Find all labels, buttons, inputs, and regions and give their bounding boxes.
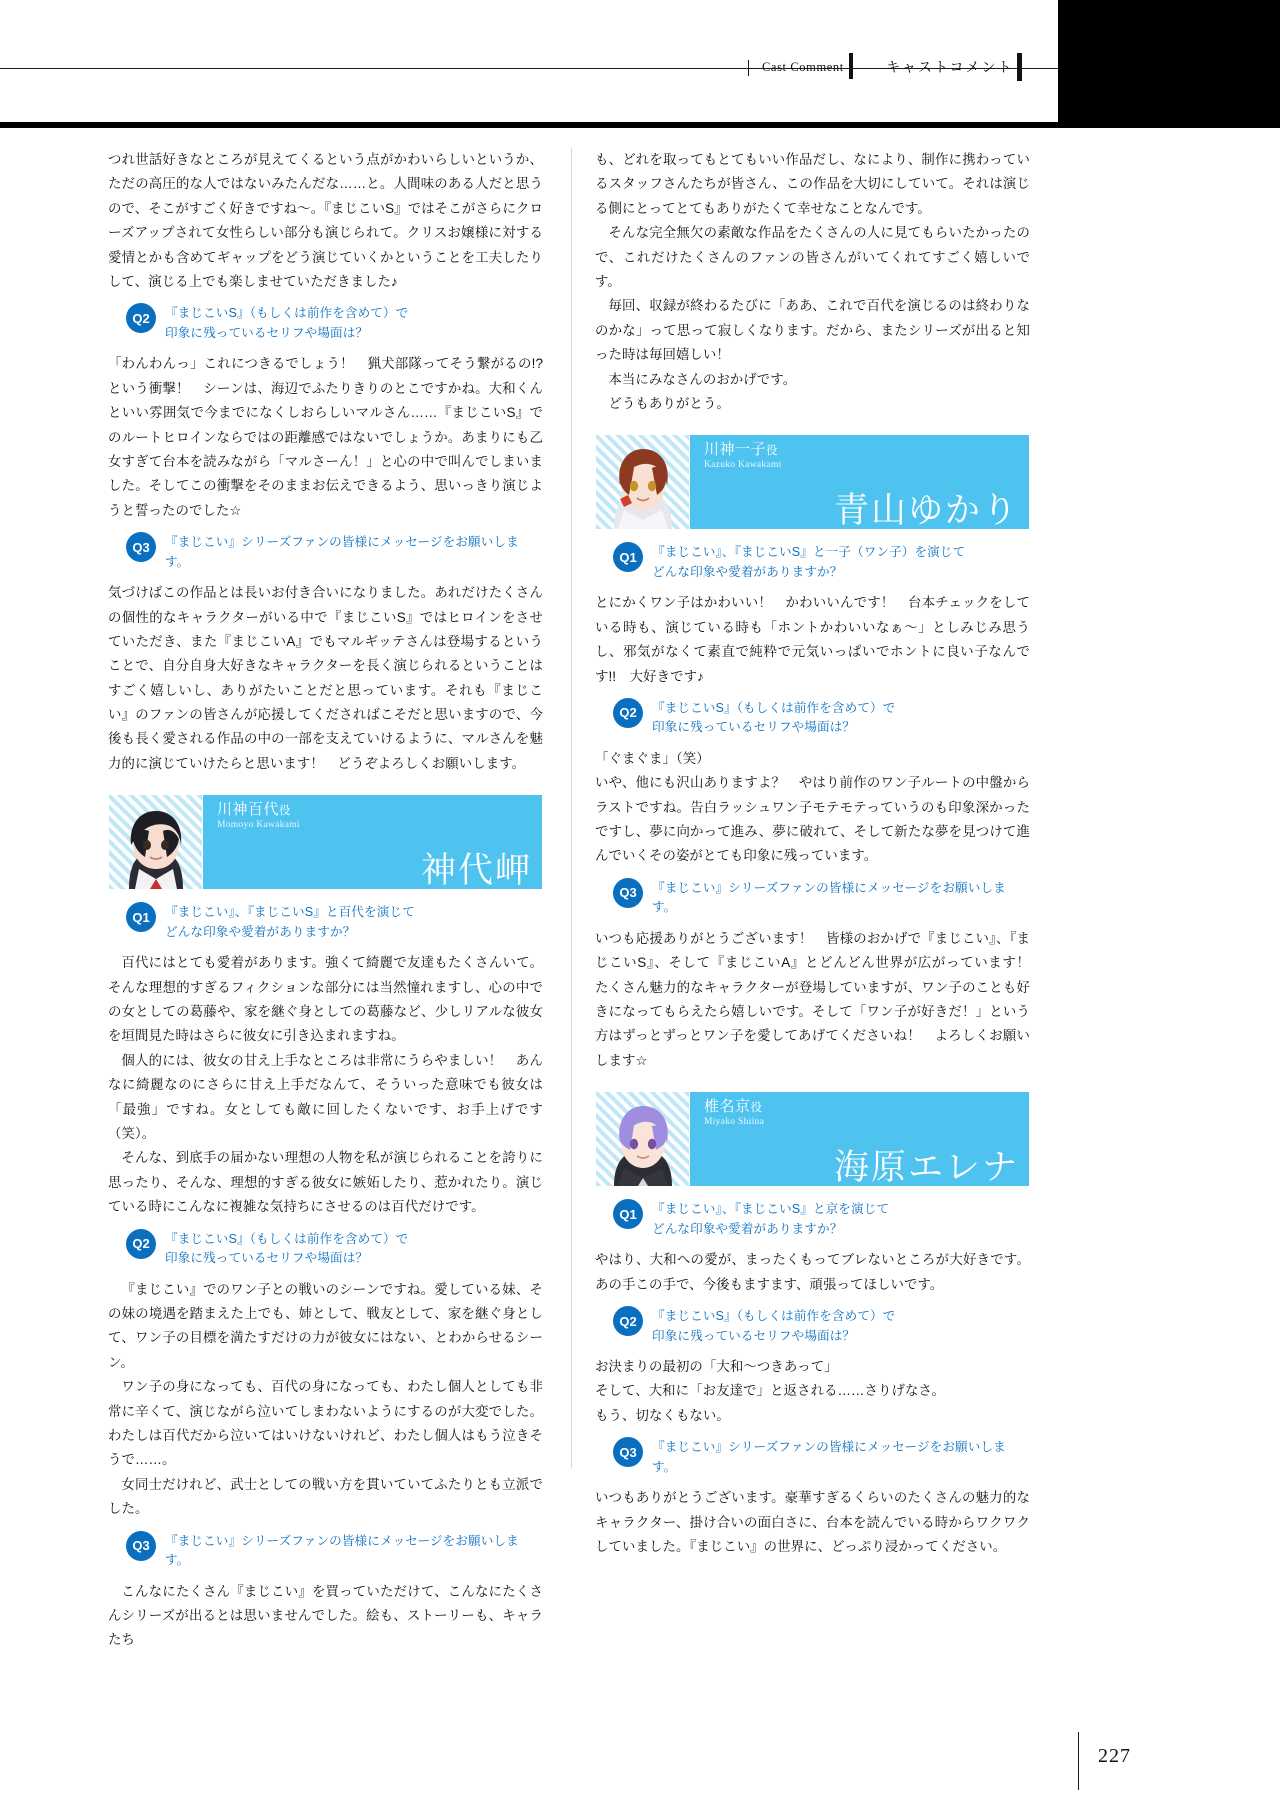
question-line-1: 『まじこい』、『まじこいS』と京を演じて [652,1202,890,1217]
cast-role-name: 川神百代 [217,801,280,819]
paragraph: 「ぐまぐま」（笑） [595,750,710,766]
cast-role-romaji: Kazuko Kawakami [704,460,782,471]
question-block-q3 [595,1437,1030,1477]
paragraph: 個人的には、彼女の甘え上手なところは非常にうらやましい！ あんなに綺麗なのにさらに甘え上手だなんて、そういった意味でも彼女は「最強」ですね。女としても敵に回したくないです、お手上げです（笑）。 [108,1052,543,1142]
paragraph: とにかくワン子はかわいい！ かわいいんです！ 台本チェックをしている時も、演じている時も「ホントかわいいなぁ〜」としみじみ思うし、邪気がなくて素直で純粋で元気いっぱいでホントに良い子なんです!! 大好きです♪ [595,595,1030,684]
question-text [652,1306,895,1346]
character-illustration-miyako [596,1092,690,1186]
question-badge: Q2 [613,698,643,728]
question-line-1: 『まじこいS』（もしくは前作を含めて）で [652,1309,896,1324]
paragraph: いや、他にも沢山ありますよ？ やはり前作のワン子ルートの中盤からラストですね。告白ラッシュワン子モテモテっていうのも印象深かったですし、夢に向かって進み、夢に破れて、そして新たな夢を見つけて進んでいくその姿がとても印象に残っています。 [595,775,1030,864]
question-block-q1 [108,902,543,942]
question-block-q2b [108,1229,543,1269]
paragraph: こんなにたくさん『まじこい』を買っていただけて、こんなにたくさんシリーズが出るとは思いませんでした。絵も、ストーリーも、キャラたち [108,1583,543,1648]
paragraph: そして、大和に「お友達で」と返される……さりげなさ。 [595,1383,945,1399]
cast-card-miyako [595,1091,1030,1187]
cast-portrait [109,795,203,889]
cast-portrait [596,1092,690,1186]
question-line-1: 『まじこい』シリーズファンの皆様にメッセージをお願いします。 [165,1533,519,1568]
cast-role [704,441,1019,459]
question-badge: Q1 [613,1199,643,1229]
question-badge: Q3 [613,878,643,908]
paragraph: 本当にみなさんのおかげです。 [608,371,797,387]
question-block-q3 [108,532,543,572]
question-line-1: 『まじこい』シリーズファンの皆様にメッセージをお願いします。 [165,535,519,569]
header-title-en: Cast Comment [762,60,844,74]
question-line-2: 印象に残っているセリフや場面は？ [652,720,856,735]
question-block-q1 [595,542,1030,582]
header-separator-bar-2 [1017,53,1022,81]
cast-role-suffix: 役 [750,1102,763,1115]
paragraph: もう、切なくもない。 [595,1407,730,1423]
cast-role-name: 川神一子 [704,441,767,459]
paragraph: 気づけばこの作品とは長いお付き合いになりました。あれだけたくさんの個性的なキャラクターがいる中で『まじこいS』ではヒロインをさせていただき、また『まじこいA』でもマルギッテさんは登場するということで、自分自身大好きなキャラクターを長く演じられるということはすごく嬉しいし、ありがたいことだと思っています。それも『まじこい』のファンの皆さんが応援してくださればこそだと思いますので、今後も長く愛される作品の中の一部を支えていけるように、マルさんを魅力的に演じていけたらと思います！ どうぞよろしくお願いします。 [108,585,543,771]
header-black-rule [0,122,1280,128]
cast-role-romaji: Momoyo Kawakami [217,820,300,831]
question-line-2: 印象に残っているセリフや場面は？ [652,1328,856,1343]
cast-info [203,795,542,889]
paragraph: そんな、到底手の届かない理想の人物を私が演じられることを誇りに思ったり、そんな、理想的すぎる彼女に嫉妬したり、惹かれたり。演じている時にこんなに複雑な気持ちにさせるのは百代だけです。 [108,1150,543,1215]
question-badge: Q3 [126,532,156,562]
paragraph: 百代にはとても愛着があります。強くて綺麗で友達もたくさんいて。そんな理想的すぎるフィクションな部分には当然憧れますし、心の中での女としての葛藤や、家を継ぐ身としての葛藤など、少しリアルな彼女を垣間見た時はさらに彼女に引き込まれますね。 [108,955,543,1044]
question-text [652,878,1030,918]
paragraph: 『まじこい』でのワン子との戦いのシーンですね。愛している妹、その妹の境遇を踏まえた上でも、姉として、戦友として、家を継ぐ身として、ワン子の目標を満たすだけの力が彼女にはない、とわからせるシーン。 [108,1281,543,1370]
header-separator-bar [849,53,853,79]
header-title-jp: キャストコメント [886,59,1014,75]
paragraph: つれ世話好きなところが見えてくるという点がかわいらしいというか、ただの高圧的な人ではないみたんだな……と。人間味のある人だと思うので、そこがすごく好きですね〜。『まじこいS』ではそこがさらにクローズアップされて女性らしい部分も演じられて。クリスお嬢様に対する愛情とかも含めてギャップをどう演じていくかということを工夫したりして、演じる上でも楽しませていただきました♪ [108,152,543,289]
question-line-2: どんな印象や愛着がありますか？ [652,1221,843,1236]
header-black-block [1058,0,1280,128]
paragraph: そんな完全無欠の素敵な作品をたくさんの人に見てもらいたかったので、これだけたくさんのファンの皆さんがいてくれてすごく嬉しいです。 [595,225,1030,289]
question-badge: Q2 [126,303,156,333]
question-badge: Q1 [613,542,643,572]
question-line-1: 『まじこい』シリーズファンの皆様にメッセージをお願いします。 [652,1440,1006,1474]
question-line-2: どんな印象や愛着がありますか？ [165,924,356,939]
right-column [595,148,1044,1559]
question-badge: Q3 [613,1437,643,1467]
question-line-2: 印象に残っているセリフや場面は？ [165,325,369,340]
page-number: 227 [1098,1745,1131,1767]
cast-card-momoyo [108,794,543,890]
question-badge: Q2 [613,1306,643,1336]
question-text [652,1437,1030,1477]
cast-role-suffix: 役 [766,445,779,458]
paragraph: いつも応援ありがとうございます！ 皆様のおかげで『まじこい』、『まじこいS』、そして『まじこいA』とどんどん世界が広がっています！ たくさん魅力的なキャラクターが登場していますが、ワン子のことも好きになってもらえたら嬉しいです。そして「ワン子が好きだ！」という方はずっとずっとワン子を愛してあげてくださいね！ よろしくお願いします☆ [595,930,1044,1068]
column-divider [571,148,572,1468]
paragraph: も、どれを取ってもとてもいい作品だし、なにより、制作に携わっているスタッフさんたちが皆さん、この作品を大切にしていて。それは演じる側にとってとてもありがたくて幸せなことなんです。 [595,152,1030,216]
question-text [165,303,408,343]
question-line-1: 『まじこいS』（もしくは前作を含めて）で [165,1231,409,1246]
question-badge: Q3 [126,1531,156,1561]
paragraph: 毎回、収録が終わるたびに「ああ、これで百代を演じるのは終わりなのかな」って思って寂しくなります。だから、またシリーズが出ると知った時は毎回嬉しい！ [595,298,1030,363]
question-badge: Q2 [126,1229,156,1259]
cast-role [217,801,532,819]
question-block-q3 [595,878,1030,918]
question-text [165,532,543,572]
question-line-1: 『まじこいS』（もしくは前作を含めて）で [165,306,409,321]
paragraph: やはり、大和への愛が、まったくもってブレないところが大好きです。あの手この手で、今後もますます、頑張ってほしいです。 [595,1252,1030,1292]
cast-info [690,435,1029,529]
cast-role-name: 椎名京 [704,1098,751,1116]
cast-role-romaji: Miyako Shiina [704,1117,765,1128]
character-illustration-kazuko [596,435,690,529]
cast-actor-name: 海原エレナ [833,1148,1019,1188]
paragraph: ワン子の身になっても、百代の身になっても、わたし個人としても非常に辛くて、演じながら泣いてしまわないようにするのが大変でした。わたしは百代だから泣いてはいけないけれど、わたし個人はもう泣きそうで……。 [108,1379,543,1468]
cast-portrait [596,435,690,529]
left-column [108,148,543,1653]
question-block-q1 [595,1199,1030,1239]
question-text [165,1531,543,1571]
question-line-2: どんな印象や愛着がありますか？ [652,564,843,579]
question-badge: Q1 [126,902,156,932]
cast-role [704,1098,1019,1116]
cast-actor-name: 青山ゆかり [833,491,1019,531]
question-block-q2 [108,303,543,343]
paragraph: いつもありがとうございます。豪華すぎるくらいのたくさんの魅力的なキャラクター、掛け合いの面白さに、台本を読んでいる時からワクワクしていました。『まじこい』の世界に、どっぷり浸かってください。 [595,1490,1030,1555]
question-line-1: 『まじこい』シリーズファンの皆様にメッセージをお願いします。 [652,880,1006,915]
question-text [165,902,415,942]
question-text [652,542,965,582]
question-block-q2 [595,1306,1030,1346]
cast-role-suffix: 役 [279,805,292,818]
cast-card-kazuko [595,434,1030,530]
question-block-q2 [595,698,1030,738]
question-line-1: 『まじこい』、『まじこいS』と百代を演じて [165,905,415,920]
character-illustration-momoyo [109,795,203,889]
paragraph: お決まりの最初の「大和〜つきあって」 [595,1359,838,1375]
question-text [165,1229,408,1269]
cast-info [690,1092,1029,1186]
question-line-1: 『まじこいS』（もしくは前作を含めて）で [652,700,896,715]
question-text [652,1199,889,1239]
question-line-1: 『まじこい』、『まじこいS』と一子（ワン子）を演じて [652,545,966,560]
question-block-q3b [108,1531,543,1571]
paragraph: どうもありがとう。 [608,395,730,411]
paragraph: 「わんわんっ」これにつきるでしょう！ 猟犬部隊ってそう繋がるの!?という衝撃！ シーンは、海辺でふたりきりのとこですかね。大和くんといい雰囲気で今までになくしおらしいマルさん……『まじこいS』でのルートヒロインならではの距離感ではないでしょうか。あまりにも乙女すぎて台本を読みながら「マルさーん！」と心の中で叫んでしまいました。そしてこの衝撃をそのままお伝えできるよう、思いっきり演じようと誓ったのでした☆ [108,356,543,518]
paragraph: 女同士だけれど、武士としての戦い方を貫いていてふたりとも立派でした。 [108,1476,543,1517]
question-text [652,698,895,738]
footer-rule [1078,1732,1079,1790]
cast-actor-name: 神代岬 [420,851,532,891]
question-line-2: 印象に残っているセリフや場面は？ [165,1251,369,1266]
header-tick [748,60,749,76]
